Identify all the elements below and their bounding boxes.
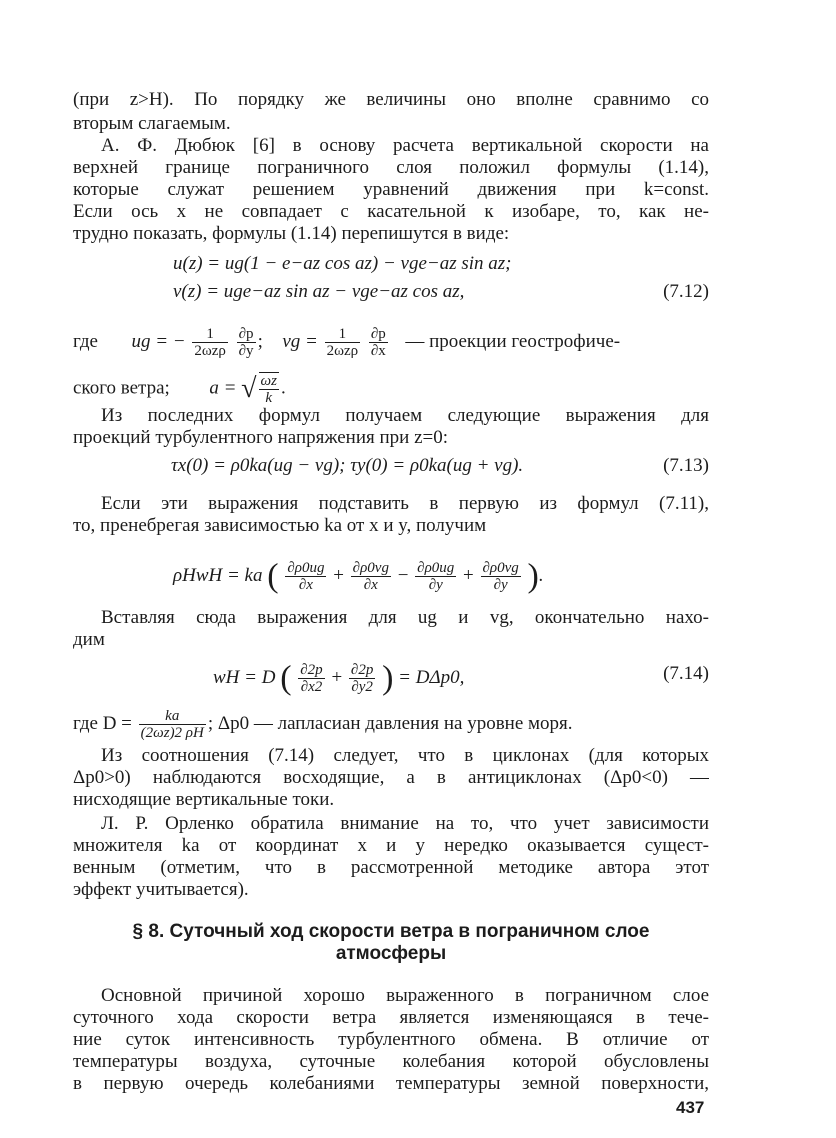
text-line: Л. Р. Орленко обратила внимание на то, что учет зависимости (101, 813, 709, 834)
text-line: суточного хода скорости ветра является изменяющаяся в тече- (73, 1007, 709, 1028)
text-line: то, пренебрегая зависимостью ka от x и y, получим (73, 515, 487, 536)
section-heading: атмосферы (335, 943, 447, 964)
equation-7-12-line2: v(z) = uge−az sin az − vge−az cos az, (173, 281, 465, 302)
equation-number: (7.13) (663, 455, 709, 476)
text-line: эффект учитывается). (73, 879, 249, 900)
fraction: $\frac{\partial\rho 0vg}{\partial x}$ (352, 560, 389, 593)
fraction: $\frac{1}{\text{2ωzρ}}$ (326, 326, 359, 359)
text-line: температуры воздуха, суточные колебания которой обусловлены (73, 1051, 709, 1072)
a-lhs: a = (209, 377, 237, 399)
fraction: $\frac{ka}{(2\omega z)2 \rho H}$ (140, 708, 204, 741)
text-line: трудно показать, формулы (1.14) перепишутся в виде: (73, 223, 510, 244)
text-line: венным (отметим, что в рассмотренной методике автора этот (73, 857, 709, 878)
text-line: нисходящие вертикальные токи. (73, 789, 335, 810)
vg-lhs: vg = (282, 330, 318, 352)
text-line: верхней границе пограничного слоя положил формулы (1.14), (73, 157, 709, 178)
text-fragment: — проекции геострофиче- (405, 330, 621, 352)
text-line: Если эти выражения подставить в первую из формул (7.11), (101, 493, 709, 514)
text-line: множителя ka от координат x и y нередко оказывается сущест- (73, 835, 709, 856)
text-line: А. Ф. Дюбюк [6] в основу расчета вертикальной скорости на (101, 135, 709, 156)
fraction: $\frac{\partial p}{\partial y}$ (238, 326, 254, 359)
text-line: которые служат решением уравнений движения при k=const. (73, 179, 709, 200)
section-heading: § 8. Суточный ход скорости ветра в пограничном слое (132, 921, 650, 942)
d-definition-line: где D = $\frac{ka}{(2\omega z)2 \rho H}$ ; Δp0 — лапласиан давления на уровне моря. (73, 708, 573, 741)
fraction: $\frac{\partial\rho 0ug}{\partial y}$ (417, 560, 455, 593)
equation-number: (7.14) (663, 663, 709, 684)
equation-7-12-line1: u(z) = ug(1 − e−az cos az) − vge−az sin az; (173, 253, 512, 274)
text-line: вторым слагаемым. (73, 113, 231, 134)
text-fragment: ского ветра; (73, 377, 170, 399)
geostrophic-projections-line: где ug = − $\frac{1}{\text{2ωzρ}}$ $\frac{\partial p}{\partial y}$ ; vg = $\frac{1}{\text{2ωzρ}}$ $\frac{\partial p}{\partial x}$ — проекции геострофиче- (73, 326, 621, 359)
text-line: Если ось x не совпадает с касательной к изобаре, то, как не- (73, 201, 709, 222)
text-line: в первую очередь колебаниями температуры земной поверхности, (73, 1073, 709, 1094)
fraction: $\frac{1}{\text{2ωzρ}}$ (194, 326, 226, 359)
where-word: где (73, 330, 98, 352)
fraction: $\frac{\partial\rho 0vg}{\partial y}$ (482, 560, 519, 593)
wind-parameter-line: ского ветра; a = √ $\frac{\omega z}{k}$ . (73, 373, 286, 406)
text-line: дим (73, 629, 105, 650)
fraction: $\frac{\partial 2p}{\partial x2}$ (300, 662, 323, 695)
sqrt-symbol: √ (241, 373, 257, 404)
text-line: (при z>H). По порядку же величины оно вполне сравнимо со (73, 89, 709, 110)
text-line: Δp0>0) наблюдаются восходящие, а в антициклонах (Δp0<0) — (73, 767, 709, 788)
text-line: Из соотношения (7.14) следует, что в циклонах (для которых (101, 745, 709, 766)
fraction: $\frac{\partial 2p}{\partial y2}$ (350, 662, 374, 695)
equation-7-14: wH = D ( $\frac{\partial 2p}{\partial x2}$ + $\frac{\partial 2p}{\partial y2}$ ) = DΔp0, (213, 659, 465, 697)
fraction: $\frac{\omega z}{k}$ (260, 373, 277, 406)
ug-lhs: ug = − (131, 330, 186, 352)
text-line: Из последних формул получаем следующие выражения для (101, 405, 709, 426)
equation-vertical-flux: ρHwH = ka ( $\frac{\partial\rho 0ug}{\partial x}$ + $\frac{\partial\rho 0vg}{\partial x}$ − $\frac{\partial\rho 0ug}{\partial y}$ + $\frac{\partial\rho 0vg}{\partial y}$ ). (173, 557, 544, 595)
equation-7-13: τx(0) = ρ0ka(ug − vg); τy(0) = ρ0ka(ug + vg). (171, 455, 524, 476)
equation-number: (7.12) (663, 281, 709, 302)
text-line: ние суток интенсивность турбулентного обмена. В отличие от (73, 1029, 709, 1050)
text-line: Вставляя сюда выражения для ug и vg, окончательно нахо- (101, 607, 709, 628)
fraction: $\frac{\partial\rho 0ug}{\partial x}$ (287, 560, 325, 593)
fraction: $\frac{\partial p}{\partial x}$ (370, 326, 386, 359)
text-line: Основной причиной хорошо выраженного в пограничном слое (101, 985, 709, 1006)
page-number: 437 (676, 1098, 705, 1117)
text-line: проекций турбулентного напряжения при z=0: (73, 427, 449, 448)
